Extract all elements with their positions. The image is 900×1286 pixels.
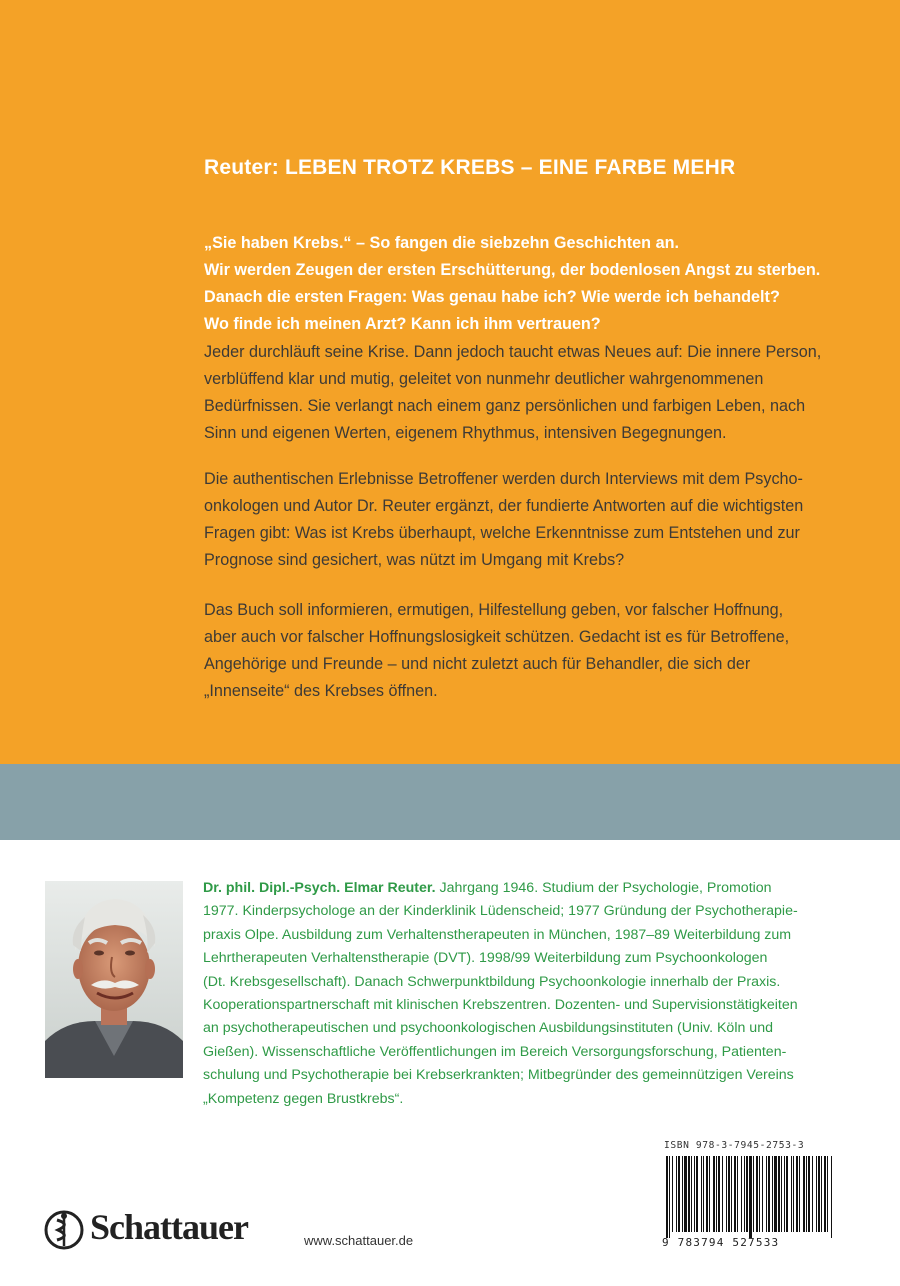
author-photo <box>45 881 183 1078</box>
intro-line: Danach die ersten Fragen: Was genau habe ich? Wie werde ich behandelt? <box>204 288 780 306</box>
author-name: Dr. phil. Dipl.-Psych. Elmar Reuter. <box>203 880 436 896</box>
paragraph-line: Bedürfnissen. Sie verlangt nach einem ganz persönlichen und farbigen Leben, nach <box>204 397 806 415</box>
book-title: Reuter: LEBEN TROTZ KREBS – EINE FARBE MEHR <box>204 156 736 179</box>
intro-paragraph <box>204 230 864 338</box>
intro-line: Wo finde ich meinen Arzt? Kann ich ihm vertrauen? <box>204 315 601 333</box>
paragraph-line: Prognose sind gesichert, was nützt im Umgang mit Krebs? <box>204 551 625 569</box>
gray-blue-band <box>0 764 900 840</box>
bio-line: Gießen). Wissenschaftliche Veröffentlichungen im Bereich Versorgungsforschung, Patienten- <box>203 1043 787 1060</box>
bio-line: „Kompetenz gegen Brustkrebs“. <box>203 1090 404 1107</box>
paragraph-line: Fragen gibt: Was ist Krebs überhaupt, welche Erkenntnisse zum Entstehen und zur <box>204 524 800 542</box>
bio-line: 1977. Kinderpsychologe an der Kinderklinik Lüdenscheid; 1977 Gründung der Psychotherapie- <box>203 903 798 920</box>
isbn-label: ISBN 978-3-7945-2753-3 <box>664 1140 805 1151</box>
bio-line: schulung und Psychotherapie bei Krebserkrankten; Mitbegründer des gemeinnützigen Vereins <box>203 1067 794 1084</box>
paragraph-line: Jeder durchläuft seine Krise. Dann jedoch taucht etwas Neues auf: Die innere Person, <box>204 343 822 361</box>
paragraph-1 <box>204 339 864 447</box>
intro-line: „Sie haben Krebs.“ – So fangen die siebzehn Geschichten an. <box>204 234 679 252</box>
publisher-logo-icon <box>44 1208 84 1252</box>
paragraph-line: Sinn und eigenen Werten, eigenem Rhythmus, intensiven Begegnungen. <box>204 424 727 442</box>
bio-text: Jahrgang 1946. Studium der Psychologie, Promotion <box>435 880 772 896</box>
bio-line: Lehrtherapeuten Verhaltenstherapie (DVT). 1998/99 Weiterbildung zum Psychoonkologen <box>203 950 768 967</box>
barcode <box>664 1156 834 1238</box>
author-bio <box>203 877 863 1111</box>
bio-line: an psychotherapeutischen und psychoonkologischen Ausbildungsinstituten (Univ. Köln und <box>203 1020 773 1037</box>
publisher-logo: Schattauer <box>90 1207 248 1247</box>
publisher-url[interactable]: www.schattauer.de <box>304 1233 414 1248</box>
barcode-number: 9 783794 527533 <box>662 1236 780 1249</box>
bio-line: Kooperationspartnerschaft mit klinischen Krebszentren. Dozenten- und Supervisionstätigkeiten <box>203 997 798 1014</box>
paragraph-line: Die authentischen Erlebnisse Betroffener werden durch Interviews mit dem Psycho- <box>204 470 803 488</box>
paragraph-line: „Innenseite“ des Krebses öffnen. <box>204 682 438 700</box>
bio-line: (Dt. Krebsgesellschaft). Danach Schwerpunktbildung Psychoonkologie innerhalb der Praxis. <box>203 973 781 990</box>
paragraph-line: verblüffend klar und mutig, geleitet von nunmehr deutlicher wahrgenommenen <box>204 370 764 388</box>
paragraph-line: Das Buch soll informieren, ermutigen, Hilfestellung geben, vor falscher Hoffnung, <box>204 601 784 619</box>
paragraph-3 <box>204 597 864 705</box>
paragraph-2 <box>204 466 864 574</box>
paragraph-line: aber auch vor falscher Hoffnungslosigkeit schützen. Gedacht ist es für Betroffene, <box>204 628 790 646</box>
bio-line <box>203 877 863 900</box>
intro-line: Wir werden Zeugen der ersten Erschütterung, der bodenlosen Angst zu sterben. <box>204 261 821 279</box>
paragraph-line: Angehörige und Freunde – und nicht zuletzt auch für Behandler, die sich der <box>204 655 751 673</box>
paragraph-line: onkologen und Autor Dr. Reuter ergänzt, der fundierte Antworten auf die wichtigsten <box>204 497 804 515</box>
bio-line: praxis Olpe. Ausbildung zum Verhaltenstherapeuten in München, 1987–89 Weiterbildung zum <box>203 926 792 943</box>
